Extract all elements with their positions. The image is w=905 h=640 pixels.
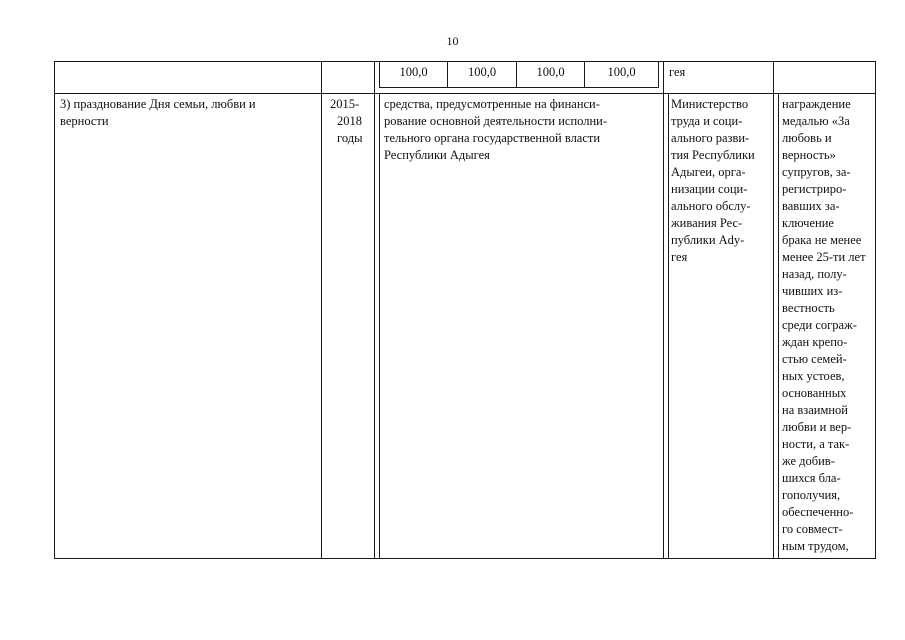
period-line-3: годы: [337, 131, 363, 145]
executor-line-9: публики Ady-: [671, 233, 745, 247]
page-number: 10: [446, 34, 459, 48]
executor-line-6: низации соци-: [671, 182, 748, 196]
executor-line-4: тия Республики: [671, 148, 755, 162]
result-line-24: гополучия,: [782, 488, 841, 502]
funding-line-1: средства, предусмотренные на финанси-: [384, 97, 600, 111]
period-line-1: 2015-: [330, 97, 360, 111]
result-line-7: вавших за-: [782, 199, 840, 213]
value-2: 100,0: [467, 65, 497, 79]
result-line-12: чивших из-: [782, 284, 843, 298]
result-line-9: брака не менее: [782, 233, 862, 247]
result-inner-border: [778, 93, 779, 559]
funding-inner-border: [379, 93, 380, 559]
executor-line-7: ального обслу-: [671, 199, 751, 213]
top-row-period-cell: [321, 61, 375, 94]
result-line-3: любовь и: [782, 131, 832, 145]
executor-line-8: живания Рес-: [671, 216, 743, 230]
result-line-1: награждение: [782, 97, 851, 111]
result-line-5: супругов, за-: [782, 165, 851, 179]
result-line-10: менее 25-ти лет: [782, 250, 866, 264]
result-line-16: стью семей-: [782, 352, 847, 366]
value-4: 100,0: [607, 65, 636, 79]
event-line-2: верности: [60, 114, 109, 128]
result-line-19: на взаимной: [782, 403, 848, 417]
result-line-2: медалью «За: [782, 114, 850, 128]
result-line-18: основанных: [782, 386, 847, 400]
result-line-17: ных устоев,: [782, 369, 845, 383]
executor-tail: гея: [669, 65, 686, 79]
result-line-27: ным трудом,: [782, 539, 849, 553]
result-line-21: ности, а так-: [782, 437, 850, 451]
row3-event-cell: [54, 93, 322, 559]
result-line-6: регистриро-: [782, 182, 847, 196]
value-3: 100,0: [536, 65, 565, 79]
result-line-11: назад, полу-: [782, 267, 847, 281]
period-line-2: 2018: [337, 114, 362, 128]
executor-line-2: труда и соци-: [671, 114, 743, 128]
result-line-26: го совмест-: [782, 522, 843, 536]
result-line-8: ключение: [782, 216, 834, 230]
executor-line-5: Адыгеи, орга-: [671, 165, 746, 179]
value-1: 100,0: [399, 65, 428, 79]
result-line-20: любви и вер-: [782, 420, 852, 434]
executor-line-1: Министерство: [671, 97, 749, 111]
result-line-23: шихся бла-: [782, 471, 841, 485]
event-line-1: 3) празднование Дня семьи, любви и: [60, 97, 256, 111]
result-line-25: обеспеченно-: [782, 505, 854, 519]
result-line-22: же добив-: [782, 454, 835, 468]
funding-line-4: Республики Адыгея: [384, 148, 490, 162]
executor-inner-border: [668, 93, 669, 559]
result-line-13: вестность: [782, 301, 835, 315]
top-row-event-cell: [54, 61, 322, 94]
top-row-result-cell: [773, 61, 876, 94]
executor-line-3: ального разви-: [671, 131, 750, 145]
result-line-15: ждан крепо-: [782, 335, 848, 349]
executor-line-10: гея: [671, 250, 688, 264]
funding-line-2: рование основной деятельности исполни-: [384, 114, 608, 128]
result-line-4: верность»: [782, 148, 836, 162]
result-line-14: среди сограж-: [782, 318, 857, 332]
row3-period-cell: [321, 93, 375, 559]
funding-line-3: тельного органа государственной власти: [384, 131, 601, 145]
